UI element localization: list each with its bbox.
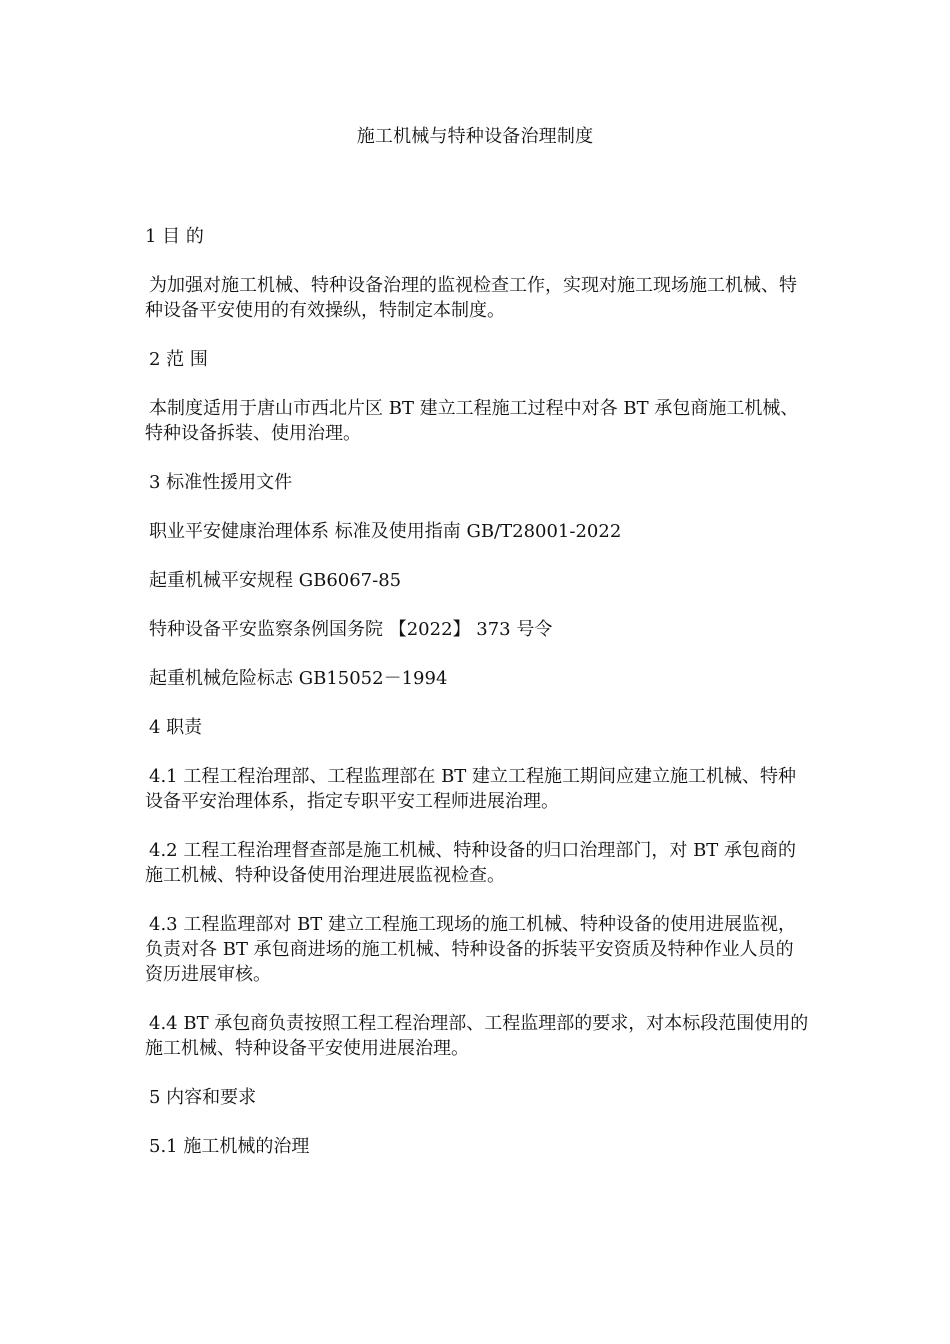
section-heading-scope: 2 范 围 bbox=[149, 349, 208, 370]
document-body bbox=[145, 224, 810, 1183]
paragraph-scope: 本制度适用于唐山市西北片区 BT 建立工程施工过程中对各 BT 承包商施工机械、特种设备拆装、使用治理。 bbox=[145, 398, 799, 444]
reference-item: 职业平安健康治理体系 标准及使用指南 GB/T28001-2022 bbox=[149, 521, 622, 542]
reference-item: 特种设备平安监察条例国务院 【2022】 373 号令 bbox=[149, 619, 553, 640]
subsection-heading-5-1: 5.1 施工机械的治理 bbox=[149, 1136, 310, 1157]
section-heading-content-requirements: 5 内容和要求 bbox=[149, 1087, 257, 1108]
paragraph-4-3: 4.3 工程监理部对 BT 建立工程施工现场的施工机械、特种设备的使用进展监视，负责对各 BT 承包商进场的施工机械、特种设备的拆装平安资质及特种作业人员的资历进展审核。 bbox=[145, 914, 797, 985]
paragraph-purpose: 为加强对施工机械、特种设备治理的监视检查工作，实现对施工现场施工机械、特种设备平安使用的有效操纵，特制定本制度。 bbox=[145, 275, 797, 321]
section-heading-responsibilities: 4 职责 bbox=[149, 717, 203, 738]
paragraph-4-2: 4.2 工程工程治理督查部是施工机械、特种设备的归口治理部门，对 BT 承包商的施工机械、特种设备使用治理进展监视检查。 bbox=[145, 840, 797, 886]
paragraph-4-1: 4.1 工程工程治理部、工程监理部在 BT 建立工程施工期间应建立施工机械、特种设备平安治理体系，指定专职平安工程师进展治理。 bbox=[145, 766, 797, 812]
document-title: 施工机械与特种设备治理制度 bbox=[356, 126, 594, 147]
paragraph-4-4: 4.4 BT 承包商负责按照工程工程治理部、工程监理部的要求，对本标段范围使用的施工机械、特种设备平安使用进展治理。 bbox=[145, 1013, 809, 1059]
section-heading-references: 3 标准性援用文件 bbox=[149, 472, 293, 493]
section-heading-purpose: 1 目 的 bbox=[145, 226, 204, 247]
reference-item: 起重机械平安规程 GB6067-85 bbox=[149, 570, 402, 591]
reference-item: 起重机械危险标志 GB15052－1994 bbox=[149, 668, 448, 689]
